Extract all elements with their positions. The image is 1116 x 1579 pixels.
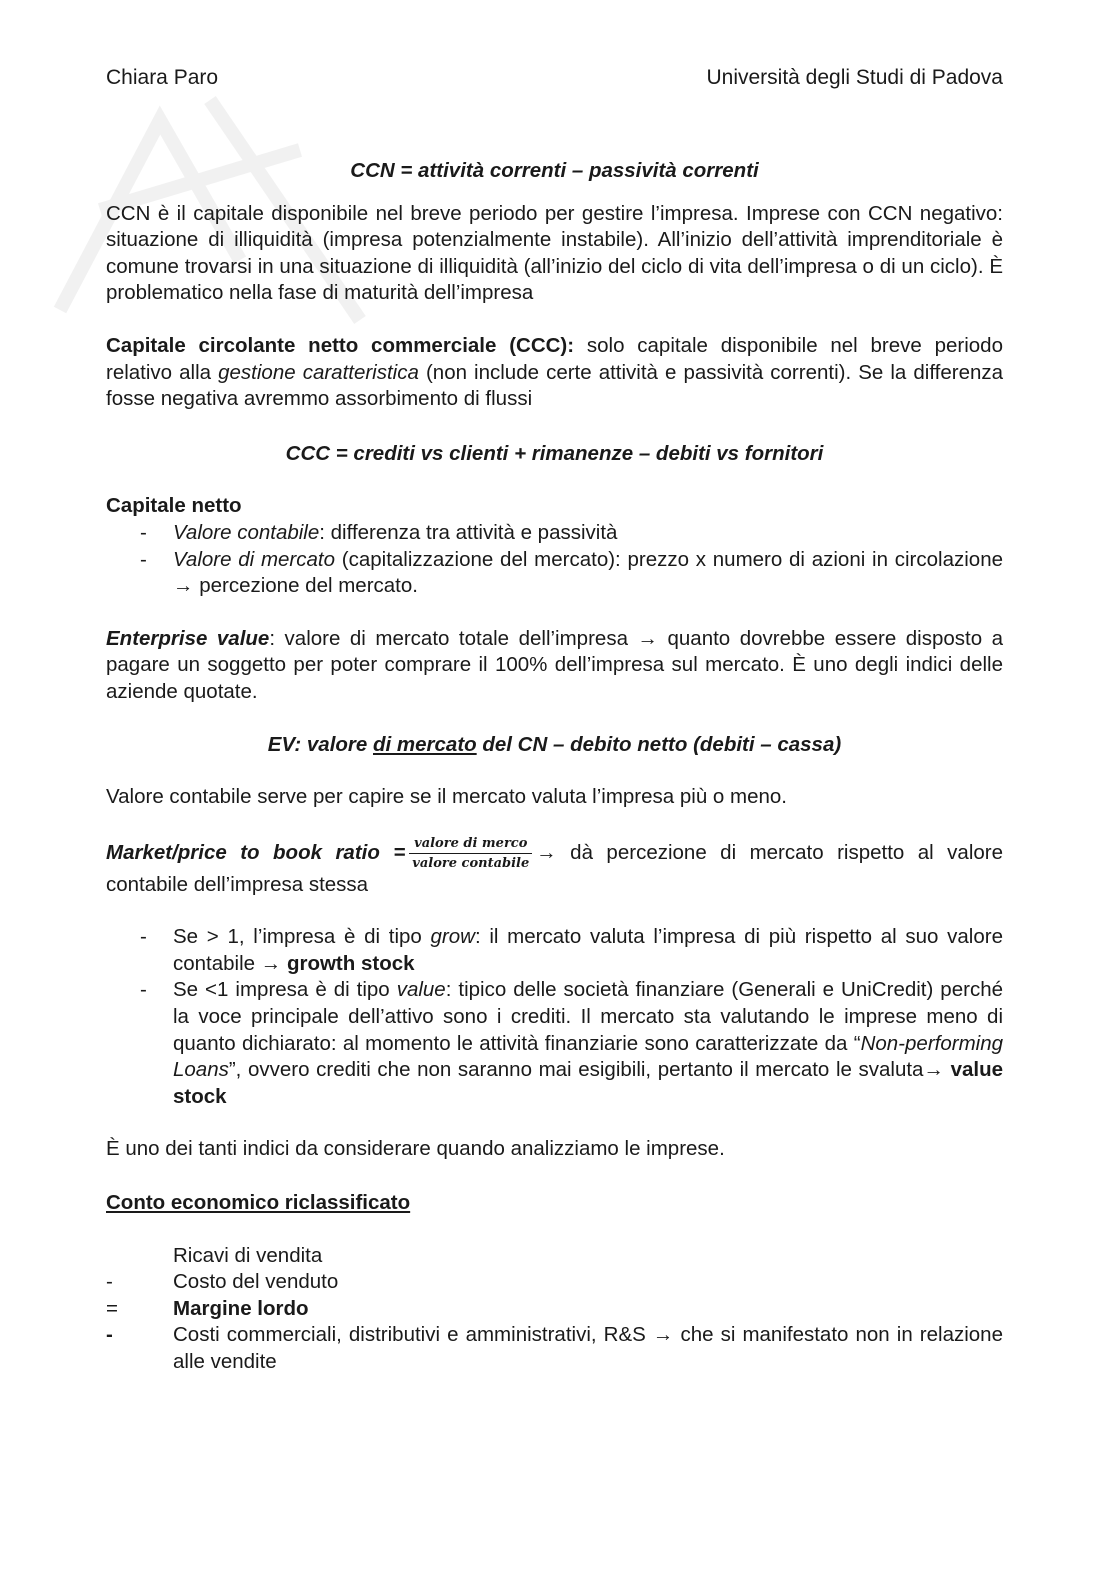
enterprise-value-term: Enterprise value [106,626,270,650]
list-item-text: : il mercato valuta l’impresa di più rispetto al suo valore contabile → [173,925,1003,975]
list-item-text: (capitalizzazione del mercato): prezzo x numero di azioni in circolazione → percezione del mercato. [173,547,1003,598]
ce-row-operator: - [106,1270,113,1294]
ccc-formula: CCC = crediti vs clienti + rimanenze – debiti vs fornitori [285,441,824,465]
list-item-italic: Valore contabile [173,520,320,544]
ccc-term: Capitale circolante netto commerciale (CCC): [106,333,575,357]
valore-contabile-note: Valore contabile serve per capire se il mercato valuta l’impresa più o meno. [106,785,788,809]
list-item-italic: grow [430,925,475,949]
ccc-italic: gestione caratteristica [218,360,419,384]
ccc-text-1: solo capitale disponibile nel breve periodo relativo alla [106,333,1003,384]
market-book-term: Market/price to book ratio = [106,840,406,864]
ev-formula-underlined: di mercato [373,732,477,756]
market-book-closing: È uno dei tanti indici da considerare quando analizziamo le imprese. [106,1137,725,1161]
market-book-fraction [409,835,532,872]
ccn-paragraph: CCN è il capitale disponibile nel breve periodo per gestire l’impresa. Imprese con CCN negativo: situazione di illiquidità (impresa potenzialmente instabile). All’inizio dell’attività imprenditoriale è comune trovarsi in una situazione di illiquidità (all’inizio del ciclo di vita dell’impresa o di un ciclo). È problematico nella fase di maturità dell’impresa [106,201,1003,305]
list-item-text: : differenza tra attività e passività [319,520,618,544]
list-item [106,977,1003,1110]
list-item-bold: value stock [173,1058,1003,1108]
ccn-formula: CCN = attività correnti – passività correnti [350,159,759,182]
list-item [106,547,1003,600]
list-item-text: Se <1 impresa è di tipo [173,978,397,1002]
conto-economico-title: Conto economico riclassificato [106,1191,411,1215]
market-book-paragraph [106,835,1003,899]
capitale-netto-list [106,520,1003,600]
ccc-paragraph [106,333,1003,413]
ce-row-label: Margine lordo [173,1296,309,1320]
list-dash: - [140,978,147,1002]
ce-row [106,1269,1003,1296]
ce-row [106,1322,1003,1375]
document-body [106,158,1003,1376]
header-author: Chiara Paro [106,66,219,89]
list-item-bold: growth stock [286,951,415,975]
header-institution: Università degli Studi di Padova [706,66,1003,89]
ccc-text-2: (non include certe attività e passività correnti). Se la differenza fosse negativa avremmo assorbimento di flussi [106,360,1004,411]
enterprise-value-paragraph [106,626,1003,706]
list-dash: - [140,925,147,949]
list-dash: - [140,547,147,571]
list-item-text: ”, ovvero crediti che non saranno mai esigibili, pertanto il mercato le svaluta→ [228,1058,951,1082]
ev-formula [106,732,1003,759]
ev-formula-part-1: EV: valore [267,732,373,756]
fraction-numerator: valore di merco [409,835,532,854]
ce-row [106,1243,1003,1270]
list-item [106,520,1003,547]
market-book-list [106,924,1003,1110]
list-item [106,924,1003,977]
enterprise-value-text: : valore di mercato totale dell’impresa → quanto dovrebbe essere disposto a pagare un soggetto per poter comprare il 100% dell’impresa sul mercato. È uno degli indici delle aziende quotate. [106,626,1004,703]
fraction-denominator: valore contabile [412,855,530,871]
capitale-netto-title: Capitale netto [106,494,242,518]
list-item-text: : tipico delle società finanziare (Generali e UniCredit) perché la voce principale dell’attivo sono i crediti. Il mercato sta valutando le imprese meno di quanto dichiarato: al momento le attività finanziarie sono caratterizzate da “ [173,978,1003,1055]
ce-row-label: Ricavi di vendita [173,1243,323,1267]
list-item-italic: Valore di mercato [173,547,336,571]
ce-row-label: Costi commerciali, distributivi e amministrativi, R&S → che si manifestato non in relazione alle vendite [173,1323,1003,1373]
ce-row-operator: - [106,1323,113,1347]
list-item-text: Se > 1, l’impresa è di tipo [173,925,431,949]
ce-row [106,1296,1003,1323]
ce-row-operator: = [106,1296,118,1320]
list-item-italic: value [396,978,446,1002]
list-dash: - [140,520,147,544]
ev-formula-part-2: del CN – debito netto (debiti – cassa) [476,732,842,756]
list-item-italic: Non-performing Loans [173,1031,1003,1082]
ce-row-label: Costo del venduto [173,1270,339,1294]
market-book-text: → dà percezione di mercato rispetto al valore contabile dell’impresa stessa [106,840,1003,896]
conto-economico-rows [106,1243,1003,1376]
